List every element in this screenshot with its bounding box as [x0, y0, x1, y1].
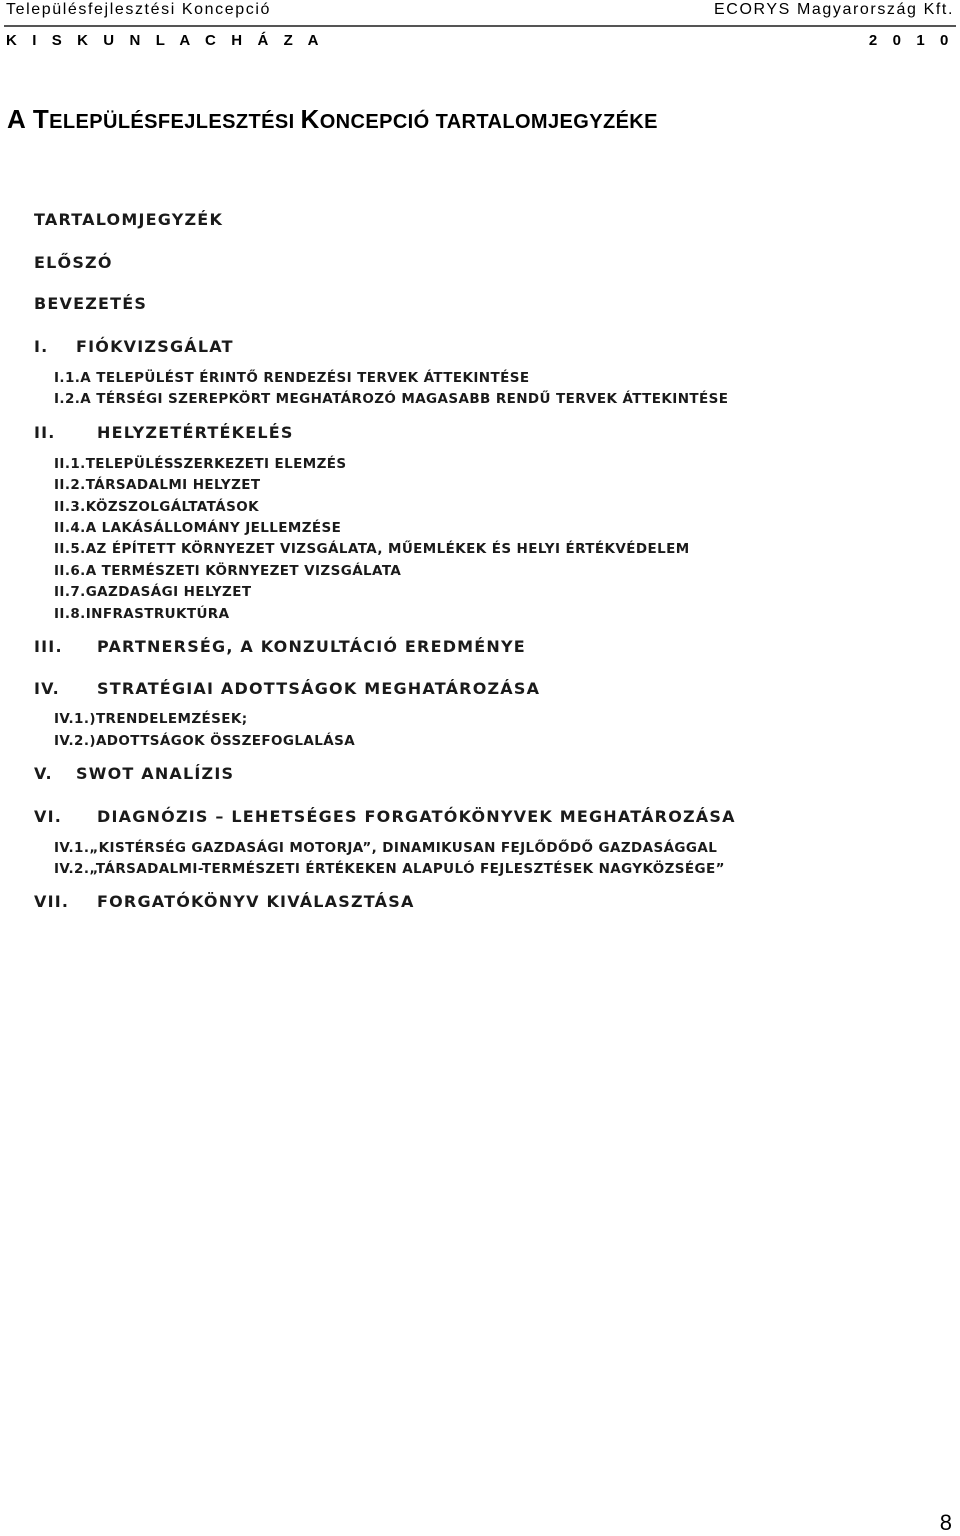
toc-subentry[interactable] — [54, 733, 355, 749]
header-year: 2 0 1 0 — [868, 32, 954, 49]
toc-subentry[interactable] — [54, 456, 347, 472]
toc-entry[interactable] — [34, 892, 415, 911]
toc-number: II.4. — [54, 520, 86, 536]
toc-text: „TÁRSADALMI-TERMÉSZETI ÉRTÉKEKEN ALAPULÓ FEJLESZTÉSEK NAGYKÖZSÉGE” — [89, 861, 725, 877]
toc-number: I.2. — [54, 391, 81, 407]
toc-number: IV.2.) — [54, 733, 96, 749]
toc-entry[interactable] — [34, 337, 234, 356]
toc-text: STRATÉGIAI ADOTTSÁGOK MEGHATÁROZÁSA — [97, 679, 541, 698]
toc-number: I. — [34, 337, 49, 356]
toc-text: INFRASTRUKTÚRA — [85, 606, 230, 622]
toc-text: ELŐSZÓ — [34, 253, 113, 272]
toc-number: II.6. — [54, 563, 86, 579]
toc-subentry[interactable] — [54, 541, 690, 557]
toc-text: FIÓKVIZSGÁLAT — [76, 337, 234, 356]
toc-number: II. — [34, 423, 56, 442]
toc-subentry[interactable] — [54, 499, 259, 515]
toc-text: A TELEPÜLÉST ÉRINTŐ RENDEZÉSI TERVEK ÁTTEKINTÉSE — [80, 370, 530, 386]
toc-number: II.5. — [54, 541, 86, 557]
toc-number: VII. — [34, 892, 70, 911]
toc-subentry[interactable] — [54, 861, 725, 877]
page-number: 8 — [939, 1510, 952, 1535]
toc-text: FORGATÓKÖNYV KIVÁLASZTÁSA — [97, 892, 415, 911]
toc-number: II.7. — [54, 584, 86, 600]
toc-text: GAZDASÁGI HELYZET — [85, 584, 252, 600]
toc-entry[interactable] — [34, 423, 294, 442]
toc-text: TRENDELEMZÉSEK; — [95, 711, 248, 727]
toc-entry[interactable] — [34, 807, 736, 826]
toc-number: II.3. — [54, 499, 86, 515]
toc-text: ADOTTSÁGOK ÖSSZEFOGLALÁSA — [95, 733, 356, 749]
toc-subentry[interactable] — [54, 584, 251, 600]
toc-subentry[interactable] — [54, 711, 248, 727]
toc-number: V. — [34, 764, 53, 783]
title-part-t: T — [32, 104, 50, 134]
toc-text: SWOT ANALÍZIS — [76, 764, 235, 783]
toc-number: IV. — [34, 679, 60, 698]
toc-subentry[interactable] — [54, 606, 229, 622]
toc-subentry[interactable] — [54, 477, 261, 493]
header-company: ECORYS Magyarország Kft. — [714, 1, 954, 18]
toc-text: KÖZSZOLGÁLTATÁSOK — [85, 499, 259, 515]
toc-text: BEVEZETÉS — [34, 294, 148, 313]
toc-text: AZ ÉPÍTETT KÖRNYEZET VIZSGÁLATA, MŰEMLÉKEK ÉS HELYI ÉRTÉKVÉDELEM — [85, 541, 690, 557]
toc-subentry[interactable] — [54, 391, 728, 407]
toc-text: TÁRSADALMI HELYZET — [85, 477, 261, 493]
toc-text: TARTALOMJEGYZÉK — [34, 210, 224, 229]
toc-number: I.1. — [54, 370, 81, 386]
toc-number: IV.1.) — [54, 711, 96, 727]
toc-text: DIAGNÓZIS – LEHETSÉGES FORGATÓKÖNYVEK MEGHATÁROZÁSA — [97, 807, 736, 826]
header-doc-title: Településfejlesztési Koncepció — [6, 1, 272, 18]
toc-number: IV.2. — [54, 861, 90, 877]
header-rule — [4, 25, 956, 27]
toc-number: II.2. — [54, 477, 86, 493]
toc-entry[interactable] — [34, 637, 526, 656]
toc-subentry[interactable] — [54, 370, 529, 386]
toc-number: III. — [34, 637, 63, 656]
title-part-t-rest: ELEPÜLÉSFEJLESZTÉSI — [49, 111, 301, 133]
header-town: K I S K U N L A C H Á Z A — [6, 32, 325, 49]
toc-entry[interactable] — [34, 764, 234, 783]
toc-text: A TÉRSÉGI SZEREPKÖRT MEGHATÁROZÓ MAGASABB RENDŰ TERVEK ÁTTEKINTÉSE — [80, 391, 729, 407]
toc-entry[interactable] — [34, 210, 223, 229]
title-part-tartalom: TARTALOMJEGYZÉKE — [435, 111, 658, 133]
toc-number: II.8. — [54, 606, 86, 622]
toc-text: A LAKÁSÁLLOMÁNY JELLEMZÉSE — [85, 520, 342, 536]
toc-text: A TERMÉSZETI KÖRNYEZET VIZSGÁLATA — [85, 563, 402, 579]
toc-number: II.1. — [54, 456, 86, 472]
title-part-k-rest: ONCEPCIÓ — [319, 111, 436, 133]
toc-number: VI. — [34, 807, 63, 826]
title-part-k: K — [300, 104, 320, 134]
toc-subentry[interactable] — [54, 520, 341, 536]
toc-text: TELEPÜLÉSSZERKEZETI ELEMZÉS — [85, 456, 347, 472]
toc-entry[interactable] — [34, 679, 540, 698]
toc-text: HELYZETÉRTÉKELÉS — [97, 423, 294, 442]
toc-number: IV.1. — [54, 840, 90, 856]
title-part-a: A — [7, 104, 33, 134]
toc-entry[interactable] — [34, 253, 113, 272]
toc-text: „KISTÉRSÉG GAZDASÁGI MOTORJA”, DINAMIKUSAN FEJLŐDŐDŐ GAZDASÁGGAL — [89, 840, 718, 856]
toc-entry[interactable] — [34, 294, 147, 313]
page-title — [7, 104, 658, 135]
toc-subentry[interactable] — [54, 563, 401, 579]
toc-text: PARTNERSÉG, A KONZULTÁCIÓ EREDMÉNYE — [97, 637, 526, 656]
toc-subentry[interactable] — [54, 840, 717, 856]
